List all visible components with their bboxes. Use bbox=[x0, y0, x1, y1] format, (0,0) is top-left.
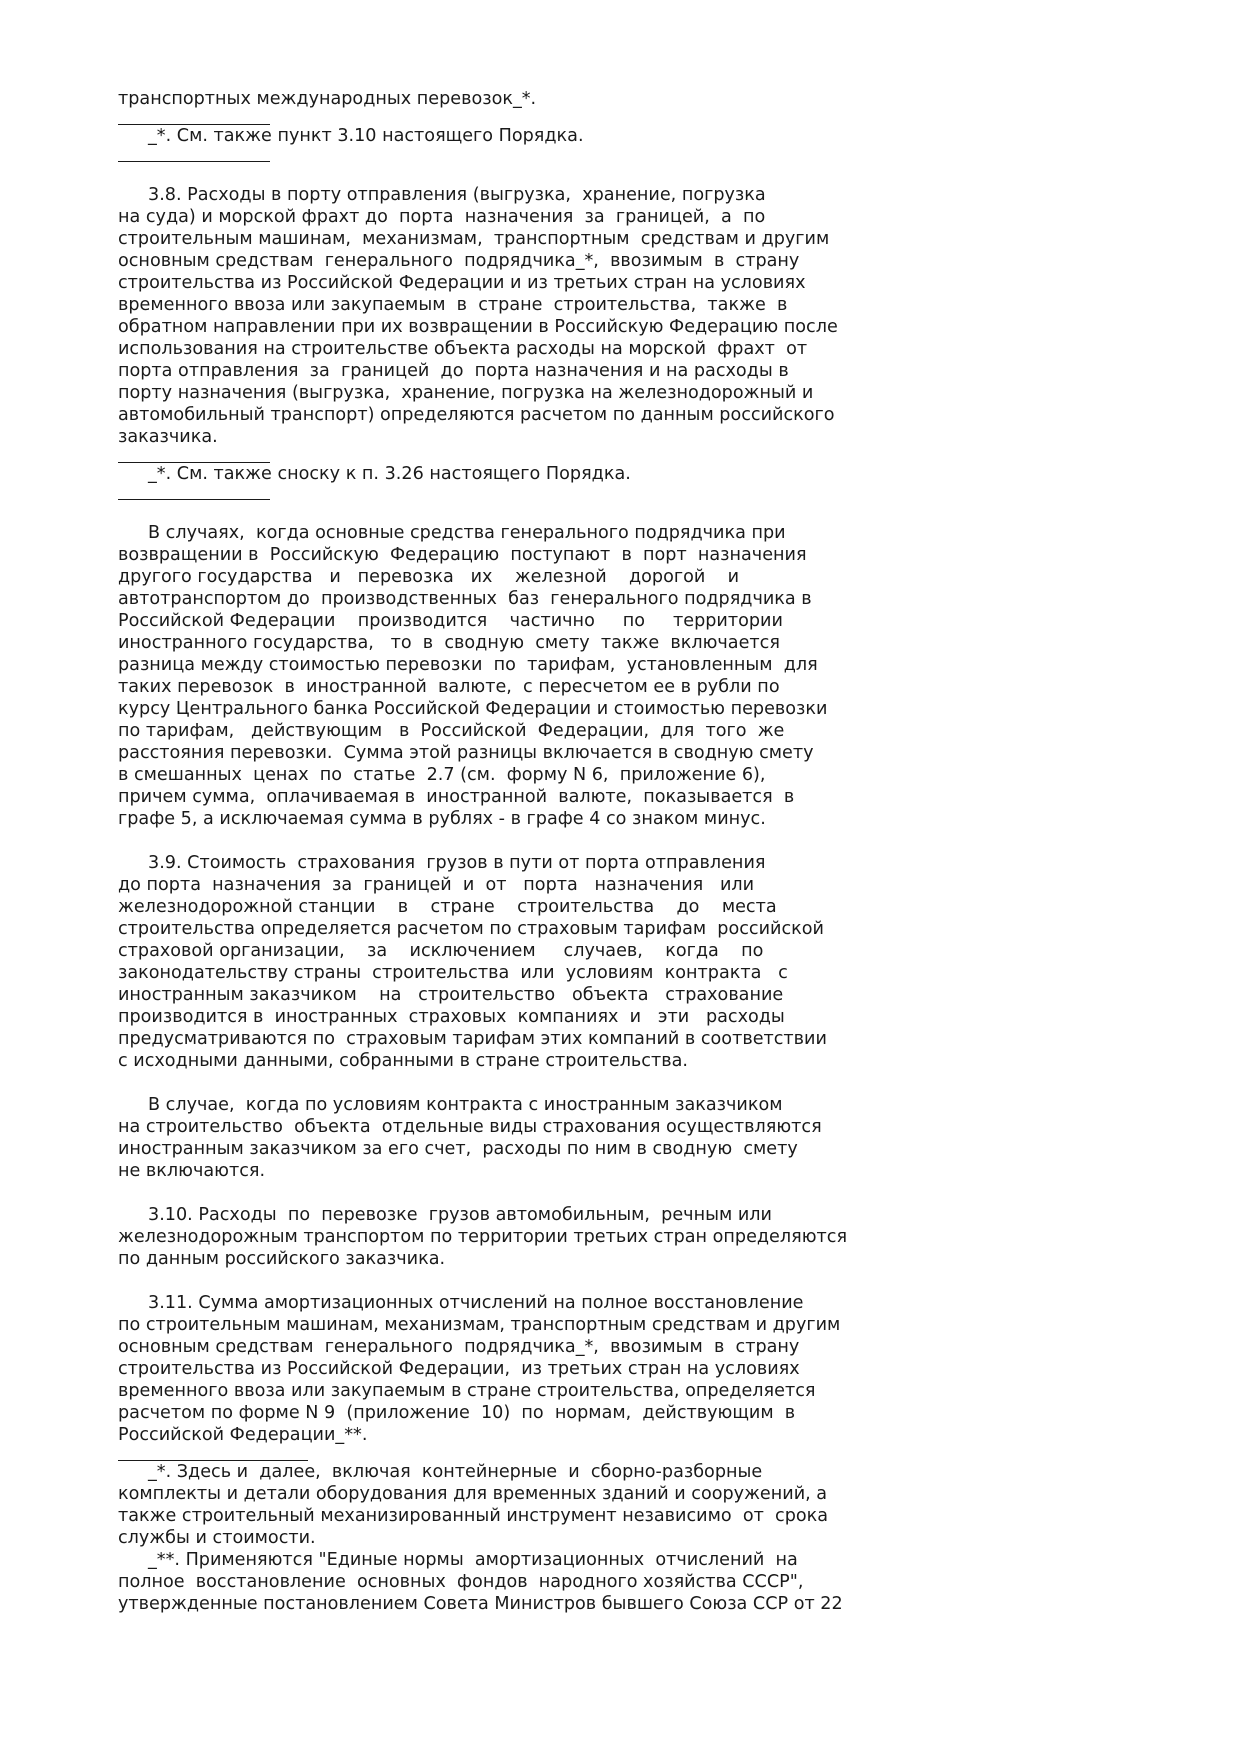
text-line: возвращении в Российскую Федерацию поступают в порт назначения bbox=[118, 545, 807, 565]
text-line: автомобильный транспорт) определяются расчетом по данным российского bbox=[118, 405, 835, 425]
text-line: В случае, когда по условиям контракта с иностранным заказчиком bbox=[148, 1095, 783, 1115]
text-line: порту назначения (выгрузка, хранение, погрузка на железнодорожный и bbox=[118, 383, 814, 403]
text-line: _*. Здесь и далее, включая контейнерные и сборно-разборные bbox=[148, 1462, 763, 1482]
paragraph bbox=[118, 88, 1118, 110]
text-line: причем сумма, оплачиваемая в иностранной валюте, показывается в bbox=[118, 787, 795, 807]
footnote-separator bbox=[118, 147, 270, 162]
text-line: строительства из Российской Федерации, из третьих стран на условиях bbox=[118, 1359, 800, 1379]
text-line: обратном направлении при их возвращении в Российскую Федерацию после bbox=[118, 317, 838, 337]
text-line: страховой организации, за исключением случаев, когда по bbox=[118, 941, 764, 961]
text-line: на строительство объекта отдельные виды страхования осуществляются bbox=[118, 1117, 822, 1137]
footnote-separator bbox=[118, 1446, 308, 1461]
footnote-separator bbox=[118, 448, 270, 463]
paragraph bbox=[118, 1461, 1118, 1615]
text-line: строительства определяется расчетом по страховым тарифам российской bbox=[118, 919, 824, 939]
paragraph-gap bbox=[118, 1270, 1118, 1292]
text-line: по тарифам, действующим в Российской Федерации, для того же bbox=[118, 721, 785, 741]
text-line: иностранного государства, то в сводную смету также включается bbox=[118, 633, 780, 653]
text-line: по строительным машинам, механизмам, транспортным средствам и другим bbox=[118, 1315, 841, 1335]
text-line: комплекты и детали оборудования для временных зданий и сооружений, а bbox=[118, 1484, 828, 1504]
text-line: 3.11. Сумма амортизационных отчислений на полное восстановление bbox=[148, 1293, 804, 1313]
text-line: полное восстановление основных фондов народного хозяйства СССР", bbox=[118, 1572, 804, 1592]
paragraph bbox=[118, 463, 1118, 485]
text-line: 3.10. Расходы по перевозке грузов автомобильным, речным или bbox=[148, 1205, 772, 1225]
paragraph-gap bbox=[118, 1182, 1118, 1204]
text-line: железнодорожным транспортом по территории третьих стран определяются bbox=[118, 1227, 848, 1247]
text-line: до порта назначения за границей и от порта назначения или bbox=[118, 875, 755, 895]
paragraph-gap bbox=[118, 1072, 1118, 1094]
text-line: _**. Применяются "Единые нормы амортизационных отчислений на bbox=[148, 1550, 798, 1570]
text-line: на суда) и морской фрахт до порта назначения за границей, а по bbox=[118, 207, 766, 227]
paragraph-gap bbox=[118, 830, 1118, 852]
footnote-separator bbox=[118, 110, 270, 125]
paragraph bbox=[118, 184, 1118, 448]
text-line: 3.8. Расходы в порту отправления (выгрузка, хранение, погрузка bbox=[148, 185, 766, 205]
paragraph bbox=[118, 1292, 1118, 1446]
paragraph bbox=[118, 522, 1118, 830]
text-line: Российской Федерации_**. bbox=[118, 1425, 368, 1445]
paragraph bbox=[118, 852, 1118, 1072]
text-line: расстояния перевозки. Сумма этой разницы включается в сводную смету bbox=[118, 743, 814, 763]
text-line: предусматриваются по страховым тарифам этих компаний в соответствии bbox=[118, 1029, 827, 1049]
text-line: временного ввоза или закупаемым в стране строительства, также в bbox=[118, 295, 788, 315]
paragraph-gap bbox=[118, 500, 1118, 522]
text-line: законодательству страны строительства или условиям контракта с bbox=[118, 963, 788, 983]
text-line: иностранным заказчиком за его счет, расходы по ним в сводную смету bbox=[118, 1139, 798, 1159]
text-line: транспортных международных перевозок_*. bbox=[118, 89, 537, 109]
text-line: основным средствам генерального подрядчика_*, ввозимым в страну bbox=[118, 1337, 800, 1357]
text-line: другого государства и перевозка их железной дорогой и bbox=[118, 567, 740, 587]
text-line: Российской Федерации производится частично по территории bbox=[118, 611, 783, 631]
text-line: службы и стоимости. bbox=[118, 1528, 316, 1548]
text-line: заказчика. bbox=[118, 427, 218, 447]
footnote-separator bbox=[118, 485, 270, 500]
text-line: 3.9. Стоимость страхования грузов в пути от порта отправления bbox=[148, 853, 766, 873]
paragraph bbox=[118, 1094, 1118, 1182]
text-line: графе 5, а исключаемая сумма в рублях - в графе 4 со знаком минус. bbox=[118, 809, 766, 829]
text-line: разница между стоимостью перевозки по тарифам, установленным для bbox=[118, 655, 818, 675]
text-line: основным средствам генерального подрядчика_*, ввозимым в страну bbox=[118, 251, 800, 271]
text-line: строительным машинам, механизмам, транспортным средствам и другим bbox=[118, 229, 830, 249]
text-line: автотранспортом до производственных баз генерального подрядчика в bbox=[118, 589, 812, 609]
text-line: производится в иностранных страховых компаниях и эти расходы bbox=[118, 1007, 785, 1027]
text-line: порта отправления за границей до порта назначения и на расходы в bbox=[118, 361, 789, 381]
paragraph-gap bbox=[118, 162, 1118, 184]
text-line: также строительный механизированный инструмент независимо от срока bbox=[118, 1506, 829, 1526]
text-line: курсу Центрального банка Российской Федерации и стоимостью перевозки bbox=[118, 699, 828, 719]
document-page bbox=[118, 88, 1118, 1615]
paragraph bbox=[118, 1204, 1118, 1270]
text-line: иностранным заказчиком на строительство объекта страхование bbox=[118, 985, 784, 1005]
text-line: в смешанных ценах по статье 2.7 (см. форму N 6, приложение 6), bbox=[118, 765, 766, 785]
text-line: В случаях, когда основные средства генерального подрядчика при bbox=[148, 523, 786, 543]
text-line: строительства из Российской Федерации и из третьих стран на условиях bbox=[118, 273, 806, 293]
text-line: временного ввоза или закупаемым в стране строительства, определяется bbox=[118, 1381, 816, 1401]
paragraph bbox=[118, 125, 1118, 147]
text-line: с исходными данными, собранными в стране строительства. bbox=[118, 1051, 688, 1071]
text-line: расчетом по форме N 9 (приложение 10) по нормам, действующим в bbox=[118, 1403, 796, 1423]
text-line: использования на строительстве объекта расходы на морской фрахт от bbox=[118, 339, 808, 359]
text-line: железнодорожной станции в стране строительства до места bbox=[118, 897, 777, 917]
text-line: _*. См. также сноску к п. 3.26 настоящего Порядка. bbox=[148, 464, 631, 484]
text-line: по данным российского заказчика. bbox=[118, 1249, 446, 1269]
text-line: утвержденные постановлением Совета Министров бывшего Союза ССР от 22 bbox=[118, 1594, 843, 1614]
text-line: не включаются. bbox=[118, 1161, 266, 1181]
text-line: _*. См. также пункт 3.10 настоящего Порядка. bbox=[148, 126, 584, 146]
text-line: таких перевозок в иностранной валюте, с пересчетом ее в рубли по bbox=[118, 677, 780, 697]
